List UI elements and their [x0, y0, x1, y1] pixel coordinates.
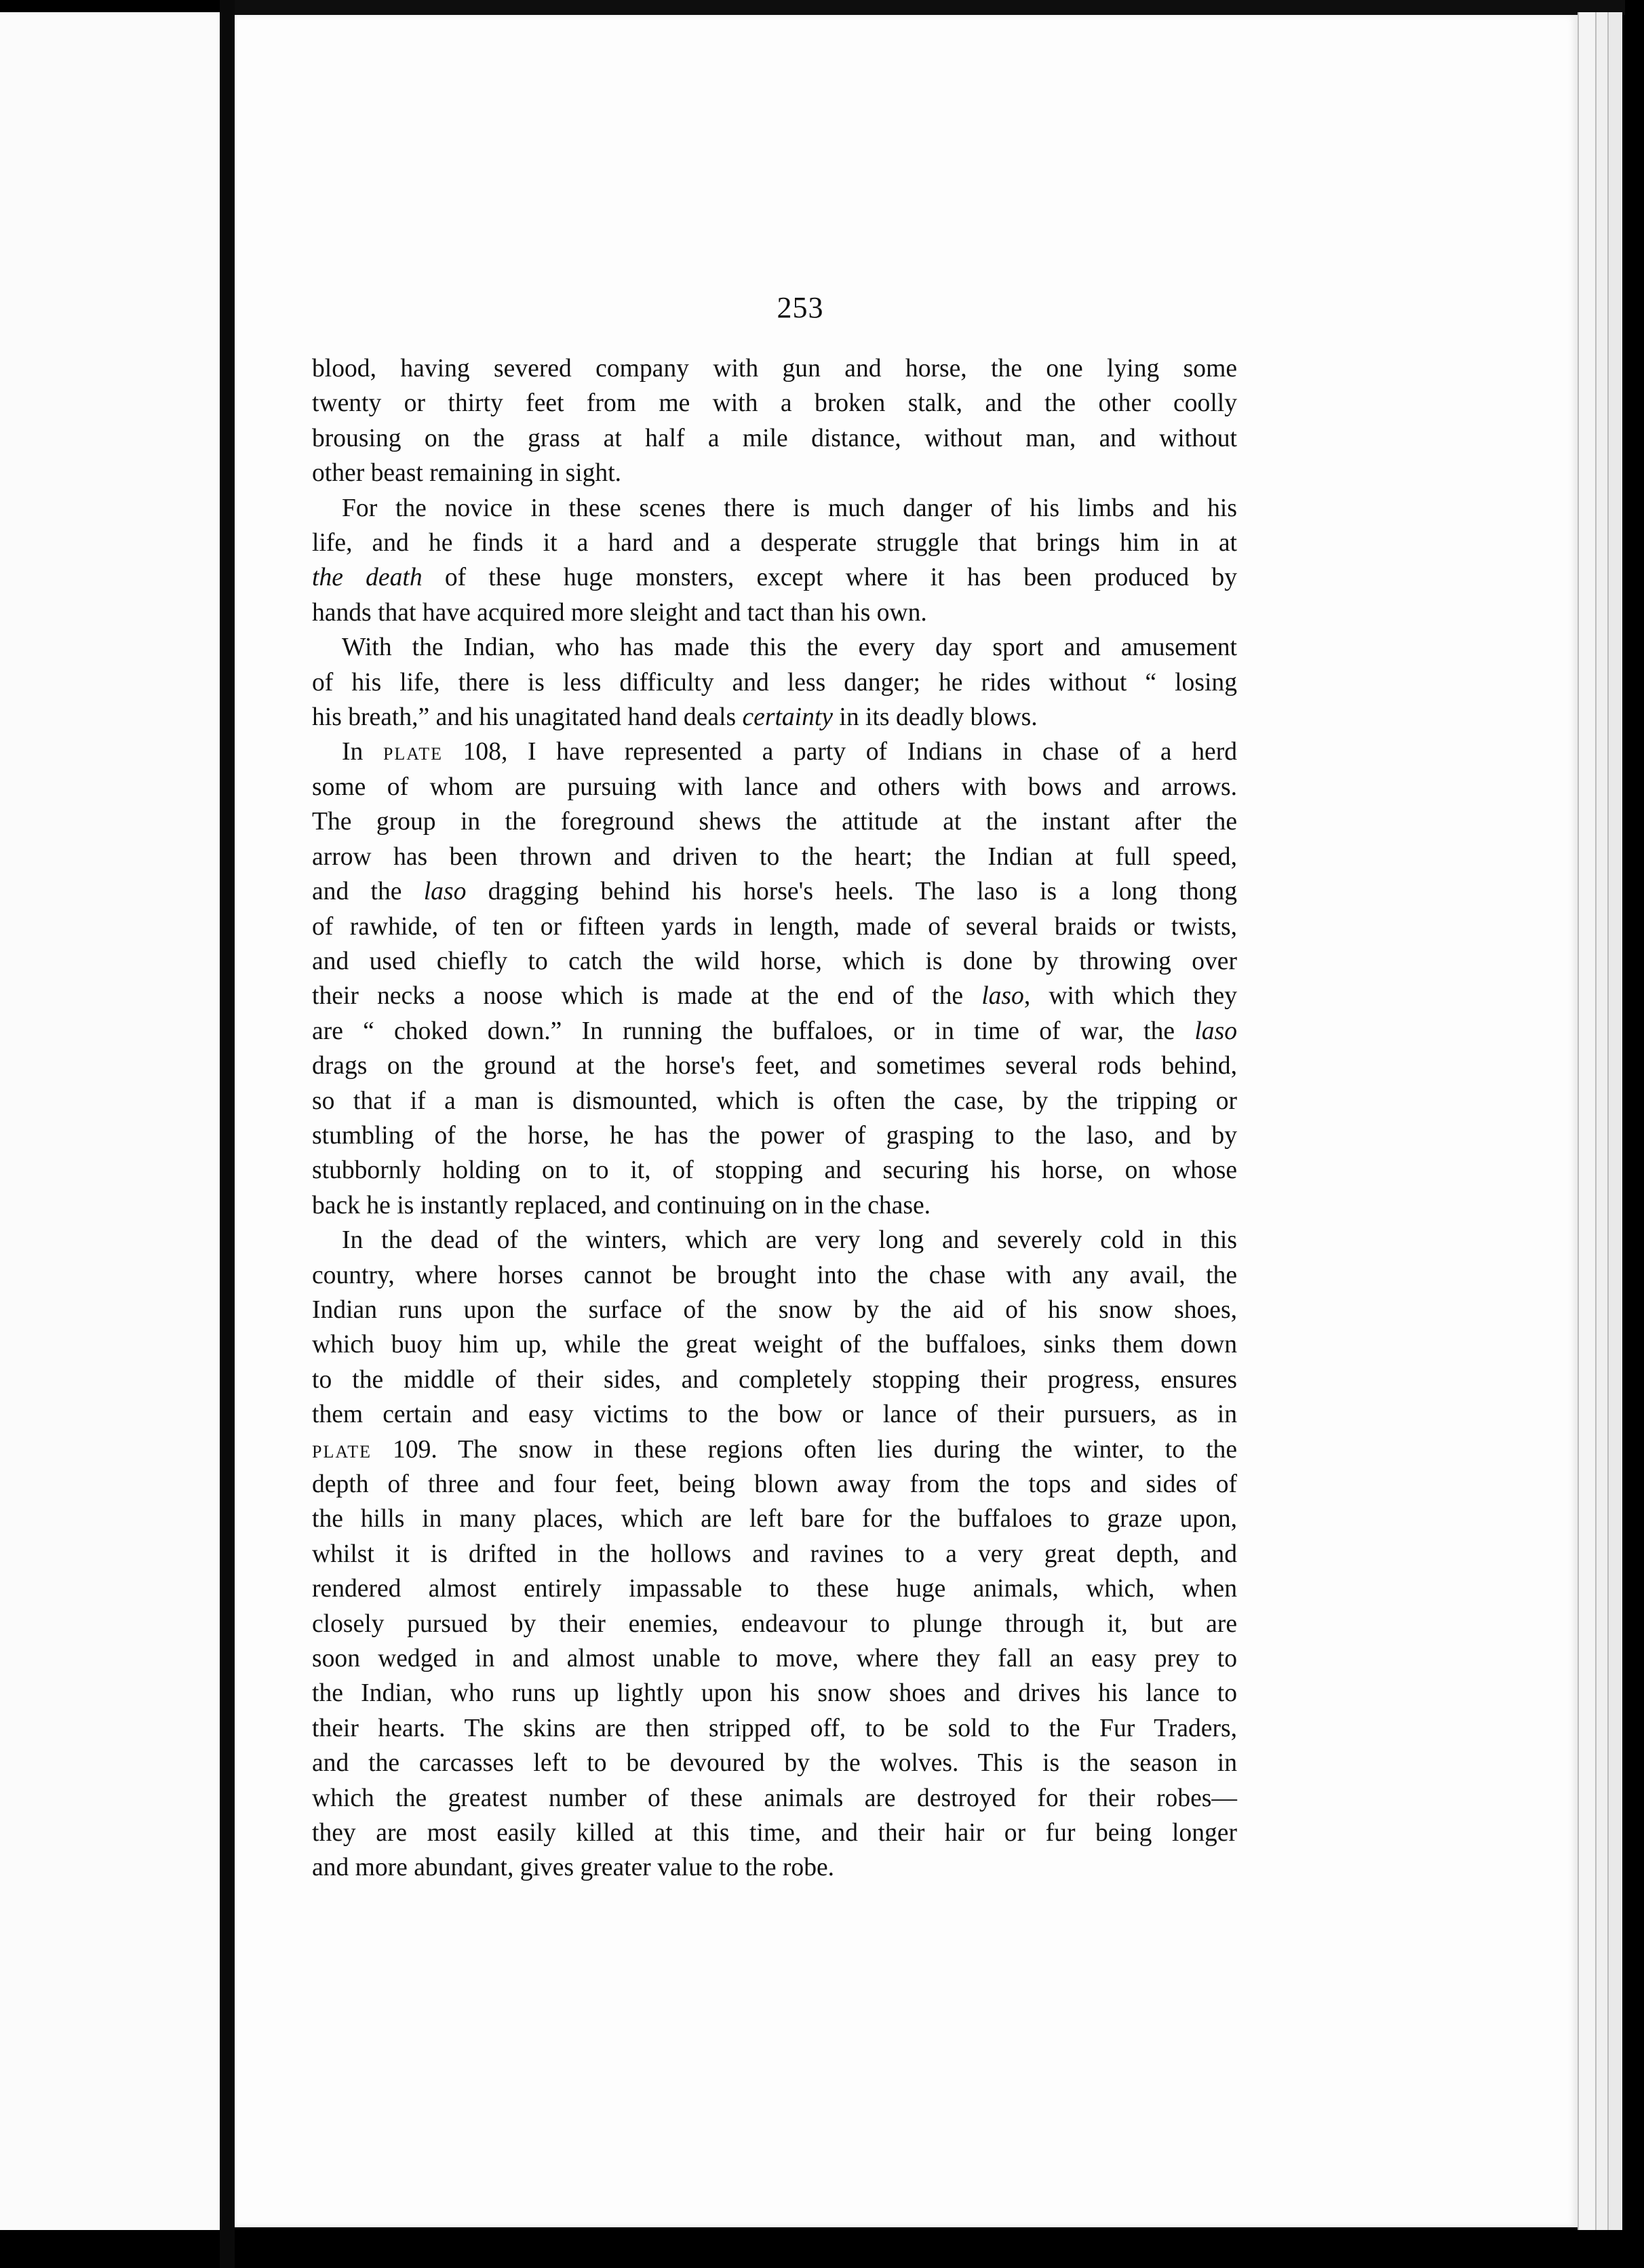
text-line: [312, 910, 1237, 944]
text-line: [312, 1223, 1237, 1257]
paragraph: [312, 630, 1237, 735]
text-run: 109. The snow in these regions often lies during the winter, to the: [372, 1435, 1237, 1464]
text-run: In the dead of the winters, which are very long and severely cold in this: [342, 1226, 1237, 1255]
text-line: [312, 1676, 1237, 1710]
text-run: country, where horses cannot be brought into the chase with any avail, the: [312, 1261, 1237, 1289]
text-run: in its deadly blows.: [833, 703, 1038, 732]
text-line: [312, 700, 1237, 735]
text-run: With the Indian, who has made this the every day sport and amusement: [342, 633, 1237, 662]
text-run: Indian runs upon the surface of the snow by the aid of his snow shoes,: [312, 1295, 1237, 1324]
text-line: [312, 840, 1237, 874]
text-line: [312, 1258, 1237, 1293]
text-run: and the carcasses left to be devoured by the wolves. This is the season in: [312, 1749, 1237, 1778]
text-line: [312, 1746, 1237, 1780]
text-run: The group in the foreground shews the attitude at the instant after the: [312, 808, 1237, 836]
text-run: plate: [383, 738, 443, 766]
text-run: closely pursued by their enemies, endeavour to plunge through it, but are: [312, 1609, 1237, 1638]
text-run: depth of three and four feet, being blown away from the tops and sides of: [312, 1470, 1237, 1498]
text-run: back he is instantly replaced, and continuing on in the chase.: [312, 1191, 931, 1219]
text-line: [312, 1397, 1237, 1432]
text-run: hands that have acquired more sleight and tact than his own.: [312, 598, 927, 627]
text-run: the death: [312, 564, 423, 592]
text-line: [312, 944, 1237, 979]
text-line: [312, 1432, 1237, 1467]
text-line: [312, 804, 1237, 839]
text-run: and the: [312, 878, 424, 906]
text-run: his breath,” and his unagitated hand deals: [312, 703, 743, 732]
text-run: laso: [1194, 1017, 1237, 1045]
body-text: [312, 351, 1237, 1885]
text-run: For the novice in these scenes there is much danger of his limbs and his: [342, 494, 1237, 522]
text-run: 108, I have represented a party of Indians in chase of a herd: [442, 738, 1237, 766]
text-line: [312, 735, 1237, 769]
text-run: In: [342, 738, 383, 766]
text-line: [312, 1467, 1237, 1502]
text-line: [312, 1327, 1237, 1362]
text-line: [312, 665, 1237, 700]
text-line: [312, 1363, 1237, 1397]
text-line: [312, 1850, 1237, 1885]
left-page-fragment: [0, 12, 220, 2230]
text-line: [312, 560, 1237, 595]
text-line: [312, 1816, 1237, 1850]
text-line: [312, 1188, 1237, 1223]
text-line: [312, 351, 1237, 386]
text-run: they are most easily killed at this time, and their hair or fur being longer: [312, 1819, 1237, 1847]
text-run: life, and he finds it a hard and a desperate struggle that brings him in at: [312, 529, 1237, 558]
page-edge-stack: [1578, 12, 1597, 2230]
paragraph: [312, 1223, 1237, 1885]
text-line: [312, 770, 1237, 804]
page-edge-stack: [1607, 12, 1622, 2230]
text-run: arrow has been thrown and driven to the heart; the Indian at full speed,: [312, 842, 1237, 871]
text-run: twenty or thirty feet from me with a broken stalk, and the other coolly: [312, 389, 1237, 418]
text-line: [312, 491, 1237, 526]
text-run: and used chiefly to catch the wild horse, which is done by throwing over: [312, 947, 1237, 975]
page-edge-stack: [1595, 12, 1609, 2230]
text-line: [312, 1293, 1237, 1327]
text-line: [312, 1502, 1237, 1536]
text-run: and more abundant, gives greater value to the robe.: [312, 1854, 835, 1882]
text-line: [312, 630, 1237, 665]
text-run: soon wedged in and almost unable to move, where they fall an easy prey to: [312, 1645, 1237, 1673]
text-run: certainty: [742, 703, 834, 732]
text-run: their necks a noose which is made at the end of the: [312, 982, 982, 1011]
text-run: them certain and easy victims to the bow or lance of their pursuers, as in: [312, 1401, 1237, 1429]
text-run: drags on the ground at the horse's feet, and sometimes several rods behind,: [312, 1052, 1237, 1080]
text-line: [312, 1711, 1237, 1746]
text-run: some of whom are pursuing with lance and others with bows and arrows.: [312, 773, 1237, 801]
text-run: the hills in many places, which are left bare for the buffaloes to graze upon,: [312, 1505, 1237, 1533]
text-run: blood, having severed company with gun and horse, the one lying some: [312, 355, 1237, 383]
text-line: [312, 1781, 1237, 1816]
text-line: [312, 1571, 1237, 1606]
text-line: [312, 1118, 1237, 1153]
text-line: [312, 1084, 1237, 1118]
text-line: [312, 526, 1237, 560]
text-run: so that if a man is dismounted, which is often the case, by the tripping or: [312, 1087, 1237, 1115]
text-line: [312, 595, 1237, 630]
text-run: the Indian, who runs up lightly upon his snow shoes and drives his lance to: [312, 1679, 1237, 1708]
text-run: of rawhide, of ten or fifteen yards in length, made of several braids or twists,: [312, 912, 1237, 941]
top-scan-border: [235, 0, 1625, 15]
text-run: stumbling of the horse, he has the power of grasping to the laso, and by: [312, 1121, 1237, 1150]
text-run: their hearts. The skins are then stripped off, to be sold to the Fur Traders,: [312, 1714, 1237, 1742]
text-run: laso: [981, 982, 1024, 1011]
text-run: are “ choked down.” In running the buffaloes, or in time of war, the: [312, 1017, 1195, 1045]
text-line: [312, 1049, 1237, 1083]
paragraph: [312, 735, 1237, 1223]
text-line: [312, 421, 1237, 456]
text-run: dragging behind his horse's heels. The laso is a long thong: [466, 878, 1237, 906]
text-line: [312, 386, 1237, 421]
book-gutter: [220, 0, 235, 2268]
text-line: [312, 1014, 1237, 1049]
text-run: of these huge monsters, except where it has been produced by: [422, 564, 1237, 592]
text-run: to the middle of their sides, and completely stopping their progress, ensures: [312, 1365, 1237, 1394]
text-run: stubbornly holding on to it, of stopping and securing his horse, on whose: [312, 1156, 1237, 1185]
text-line: [312, 1641, 1237, 1676]
text-run: other beast remaining in sight.: [312, 459, 622, 488]
text-run: brousing on the grass at half a mile distance, without man, and without: [312, 424, 1237, 452]
text-line: [312, 1153, 1237, 1188]
paragraph: [312, 351, 1237, 491]
paragraph: [312, 491, 1237, 631]
text-line: [312, 874, 1237, 909]
text-run: whilst it is drifted in the hollows and ravines to a very great depth, and: [312, 1540, 1237, 1568]
text-line: [312, 456, 1237, 490]
text-run: laso: [423, 878, 467, 906]
page-number: 253: [777, 291, 824, 324]
text-line: [312, 1537, 1237, 1571]
text-line: [312, 1607, 1237, 1641]
text-line: [312, 979, 1237, 1013]
text-run: rendered almost entirely impassable to these huge animals, which, when: [312, 1575, 1237, 1603]
text-run: of his life, there is less difficulty and less danger; he rides without “ losing: [312, 668, 1237, 697]
text-run: plate: [312, 1435, 372, 1464]
text-run: , with which they: [1023, 982, 1238, 1011]
text-run: which the greatest number of these animals are destroyed for their robes—: [312, 1784, 1237, 1812]
text-run: which buoy him up, while the great weight of the buffaloes, sinks them down: [312, 1331, 1237, 1359]
